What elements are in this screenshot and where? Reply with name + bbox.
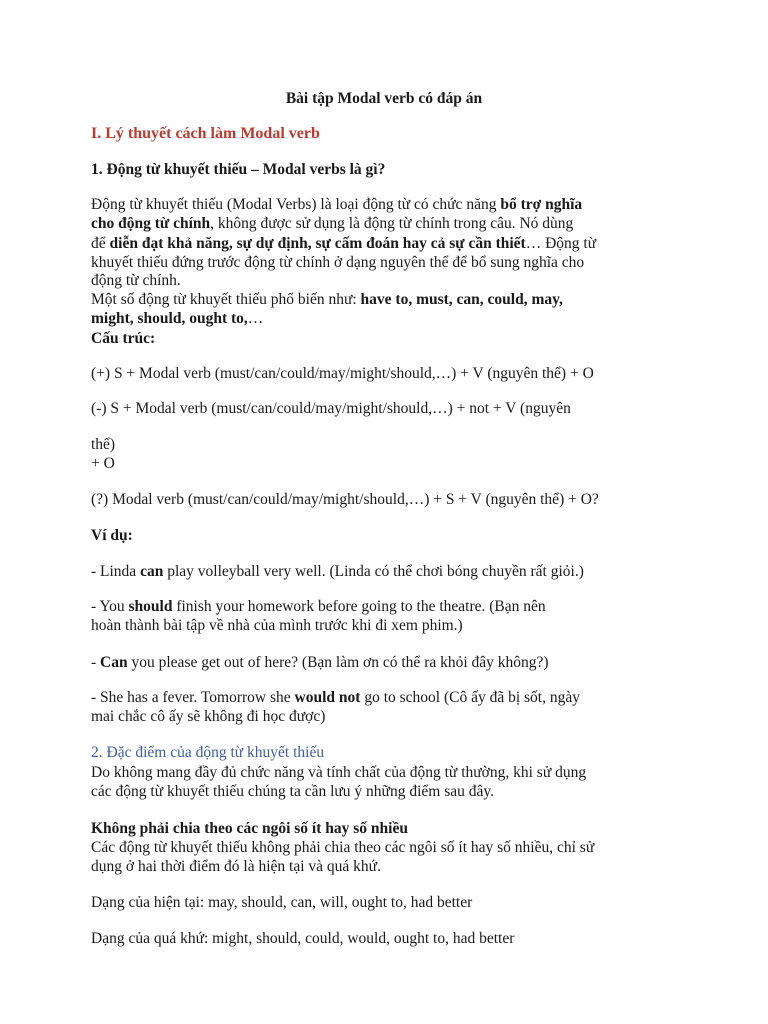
intro-line-6: Một số động từ khuyết thiếu phổ biến như: have to, must, can, could, may, [91, 291, 563, 308]
intro-line-4: khuyết thiếu đứng trước động từ chính ở dạng nguyên thể để bổ sung nghĩa cho [91, 254, 585, 271]
intro-line-3: để diễn đạt khả năng, sự dự định, sự cấm đoán hay cả sự cần thiết… Động từ [91, 235, 597, 252]
structure-negative-line-3: + O [91, 455, 115, 472]
point-text-line-1: Các động từ khuyết thiếu không phải chia theo các ngôi số ít hay số nhiều, chỉ sử [91, 839, 595, 856]
example-4-line-1: - She has a fever. Tomorrow she would not go to school (Cô ấy đã bị sốt, ngày [91, 689, 580, 706]
subheading-what-are-modal-verbs: 1. Động từ khuyết thiếu – Modal verbs là gì? [91, 161, 386, 178]
example-2-line-1: - You should finish your homework before going to the theatre. (Bạn nên [91, 598, 546, 615]
examples-label: Ví dụ: [91, 527, 133, 544]
intro-line-5: động từ chính. [91, 272, 181, 289]
intro-line-1: Động từ khuyết thiếu (Modal Verbs) là loại động từ có chức năng bổ trợ nghĩa [91, 196, 583, 213]
structure-negative-line-1: (-) S + Modal verb (must/can/could/may/might/should,…) + not + V (nguyên [91, 400, 571, 417]
past-forms: Dạng của quá khứ: might, should, could, would, ought to, had better [91, 930, 515, 947]
present-forms: Dạng của hiện tại: may, should, can, will, ought to, had better [91, 894, 473, 911]
structure-negative-line-2: thể) [91, 436, 116, 453]
structure-label: Cấu trúc: [91, 330, 156, 347]
document-title: Bài tập Modal verb có đáp án [285, 90, 483, 107]
example-3: - Can you please get out of here? (Bạn làm ơn có thể ra khỏi đây không?) [91, 654, 549, 671]
structure-question: (?) Modal verb (must/can/could/may/might/should,…) + S + V (nguyên thể) + O? [91, 491, 599, 508]
point-heading-no-conjugation: Không phải chia theo các ngôi số ít hay số nhiều [91, 820, 408, 837]
structure-positive: (+) S + Modal verb (must/can/could/may/might/should,…) + V (nguyên thể) + O [91, 365, 594, 382]
example-4-line-2: mai chắc cô ấy sẽ không đi học được) [91, 708, 326, 725]
characteristics-line-2: các động từ khuyết thiếu chúng ta cần lưu ý những điểm sau đây. [91, 783, 494, 800]
subheading-characteristics: 2. Đặc điểm của động từ khuyết thiếu [91, 744, 325, 761]
example-2-line-2: hoàn thành bài tập về nhà của mình trước khi đi xem phim.) [91, 617, 463, 634]
intro-line-7: might, should, ought to,… [91, 310, 264, 327]
point-text-line-2: dụng ở hai thời điểm đó là hiện tại và quá khứ. [91, 858, 381, 875]
intro-line-2: cho động từ chính, không được sử dụng là động từ chính trong câu. Nó dùng [91, 215, 574, 232]
example-1: - Linda can play volleyball very well. (Linda có thể chơi bóng chuyền rất giỏi.) [91, 563, 584, 580]
section-heading-theory: I. Lý thuyết cách làm Modal verb [91, 125, 320, 142]
characteristics-line-1: Do không mang đầy đủ chức năng và tính chất của động từ thường, khi sử dụng [91, 764, 587, 781]
